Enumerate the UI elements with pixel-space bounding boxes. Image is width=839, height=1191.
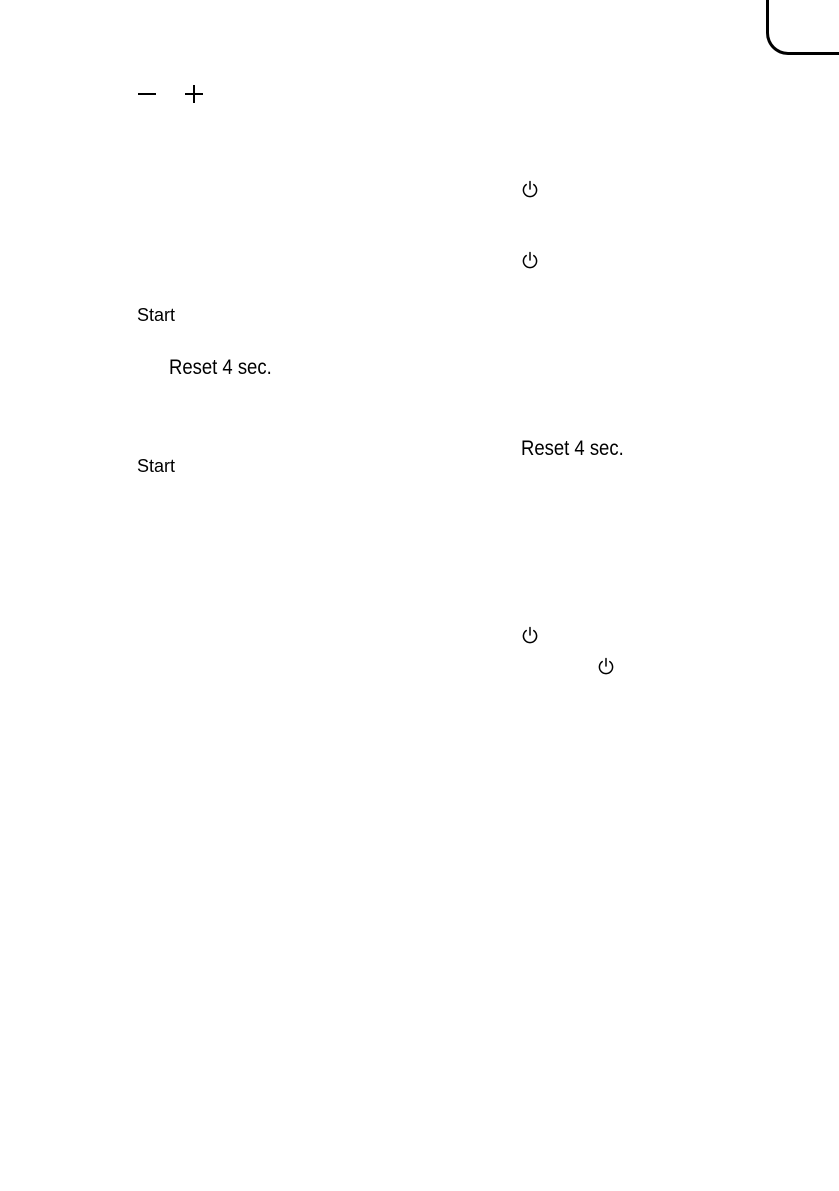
power-icon (521, 251, 539, 270)
page-corner-mark (766, 0, 839, 55)
power-icon (521, 626, 539, 645)
plus-icon (184, 84, 204, 104)
reset-label: Reset 4 sec. (169, 356, 272, 379)
minus-icon (137, 84, 157, 104)
start-label: Start (137, 305, 176, 325)
power-icon (521, 180, 539, 199)
power-icon (597, 657, 615, 676)
reset-label: Reset 4 sec. (521, 437, 624, 460)
start-label: Start (137, 456, 176, 476)
